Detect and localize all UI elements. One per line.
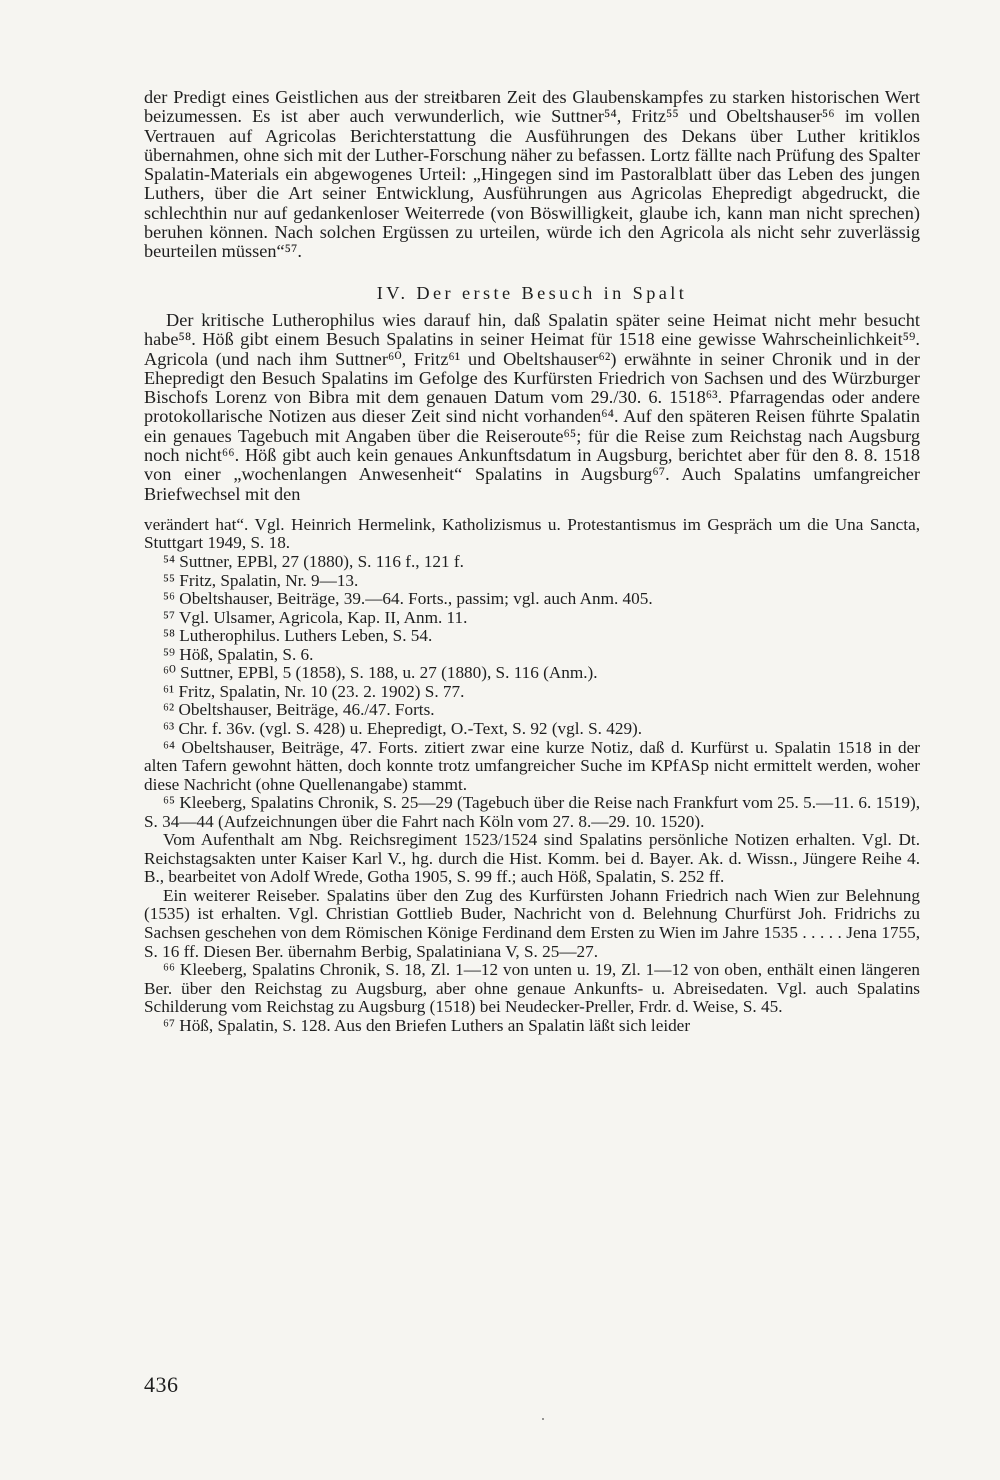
section-heading: IV. Der erste Besuch in Spalt [376,282,688,303]
footnote-65-paragraph-2: Vom Aufenthalt am Nbg. Reichsregiment 1523/1524 sind Spalatins persönliche Notizen erhalten. Vgl. Dt. Reichstagsakten unter Kaiser Karl V., hg. durch die Hist. Komm. bei d. Bayer. Ak. d. Wissn., Jüngere Reihe 4. B., bearbeitet von Adolf Wrede, Gotha 1905, S. 99 ff.; auch Höß, Spalatin, S. 252 ff. [144,830,920,887]
footnote-64: ⁶⁴ Obeltshauser, Beiträge, 47. Forts. zitiert zwar eine kurze Notiz, daß d. Kurfürst u. Spalatin 1518 in der alten Tafern gewohnt hätten, doch konnte trotz umfangreicher Suche im KPfASp nicht ermittelt werden, woher diese Nachricht (ohne Quellenangabe) stammt. [144,737,920,794]
footnote-67: ⁶⁷ Höß, Spalatin, S. 128. Aus den Briefen Luthers an Spalatin läßt sich leider [163,1015,691,1035]
footnote-55: ⁵⁵ Fritz, Spalatin, Nr. 9—13. [163,570,359,590]
footnote-58: ⁵⁸ Lutherophilus. Luthers Leben, S. 54. [163,626,433,646]
footnote-54: ⁵⁴ Suttner, EPBl, 27 (1880), S. 116 f., 121 f. [163,552,464,572]
footnote-65: ⁶⁵ Kleeberg, Spalatins Chronik, S. 25—29 (Tagebuch über die Reise nach Frankfurt vom 25. 5.—11. 6. 1519), S. 34—44 (Aufzeichnungen über die Fahrt nach Köln vom 27. 8.—29. 10. 1520). [144,793,920,831]
footnote-66: ⁶⁶ Kleeberg, Spalatins Chronik, S. 18, Zl. 1—12 von unten u. 19, Zl. 1—12 von oben, enthält einen längeren Ber. über den Reichstag zu Augsburg, aber ohne genaue Ankunfts- u. Abreisedaten. Vgl. auch Spalatins Schilderung vom Reichstag zu Augsburg (1518) bei Neudecker-Preller, Frdr. d. Weise, S. 45. [144,960,920,1017]
body-paragraph-2: Der kritische Lutherophilus wies darauf hin, daß Spalatin später seine Heimat nicht mehr besucht habe⁵⁸. Höß gibt einem Besuch Spalatins in seiner Heimat für 1518 eine gewisse Wahrscheinlichkeit⁵⁹. Agricola (und nach ihm Suttner⁶⁰, Fritz⁶¹ und Obeltshauser⁶²) erwähnte in seiner Chronik und in der Ehepredigt den Besuch Spalatins im Gefolge des Kurfürsten Friedrich von Sachsen und des Würzburger Bischofs Lorenz von Bibra mit dem genauen Datum vom 29./30. 6. 1518⁶³. Pfarragendas oder andere protokollarische Notizen aus dieser Zeit sind nicht vorhanden⁶⁴. Auf den späteren Reisen führte Spalatin ein genaues Tagebuch mit Angaben über die Reiseroute⁶⁵; für die Reise zum Reichstag nach Augsburg noch nicht⁶⁶. Höß gibt auch kein genaues Ankunftsdatum in Augsburg, berichtet aber für den 8. 8. 1518 von einer „wochenlangen Anwesenheit“ Spalatins in Augsburg⁶⁷. Auch Spalatins umfangreicher Briefwechsel mit den [144,309,920,504]
footnote-62: ⁶² Obeltshauser, Beiträge, 46./47. Forts. [163,700,435,720]
page-number: 436 [144,1372,179,1397]
footnote-65-paragraph-3: Ein weiterer Reiseber. Spalatins über den Zug des Kurfürsten Johann Friedrich nach Wien zur Belehnung (1535) ist erhalten. Vgl. Christian Gottlieb Buder, Nachricht von d. Belehnung Churfürst Joh. Fridrichs zu Sachsen geschehen von dem Römischen Könige Ferdinand dem Ersten zu Wien im Jahre 1535 . . . . . Jena 1755, S. 16 ff. Diesen Ber. übernahm Berbig, Spalatiniana V, S. 25—27. [144,885,920,961]
footnote-63: ⁶³ Chr. f. 36v. (vgl. S. 428) u. Ehepredigt, O.-Text, S. 92 (vgl. S. 429). [163,718,643,738]
footnote-61: ⁶¹ Fritz, Spalatin, Nr. 10 (23. 2. 1902) S. 77. [163,681,465,701]
footnotes [144,516,920,1035]
footnote-continuation: verändert hat“. Vgl. Heinrich Hermelink, Katholizismus u. Protestantismus im Gespräch um die Una Sancta, Stuttgart 1949, S. 18. [144,514,920,553]
footnote-57: ⁵⁷ Vgl. Ulsamer, Agricola, Kap. II, Anm. 11. [163,607,468,627]
footnote-59: ⁵⁹ Höß, Spalatin, S. 6. [163,644,314,664]
text-column [144,88,920,1035]
print-mark [542,1418,544,1420]
footnote-60: ⁶⁰ Suttner, EPBl, 5 (1858), S. 188, u. 27 (1880), S. 116 (Anm.). [163,663,598,683]
body-paragraph-1: der Predigt eines Geistlichen aus der streitbaren Zeit des Glaubenskampfes zu starken historischen Wert beizumessen. Es ist aber auch verwunderlich, wie Suttner⁵⁴, Fritz⁵⁵ und Obeltshauser⁵⁶ im vollen Vertrauen auf Agricolas Berichterstattung die Ausführungen des Dekans über Luther kritiklos übernahmen, ohne sich mit der Luther-Forschung näher zu befassen. Lortz fällte nach Prüfung des Spalter Spalatin-Materials ein abgewogenes Urteil: „Hingegen sind im Pastoralblatt über das Leben des jungen Luthers, über die Art seiner Entwicklung, Ausführungen aus Agricolas Ehepredigt abgedruckt, die schlechthin nur auf gedankenloser Weiterrede (von Böswilligkeit, glaube ich, kann man nicht sprechen) beruhen können. Nach solchen Ergüssen zu urteilen, würde ich den Agricola als nicht sehr zuverlässig beurteilen müssen“⁵⁷. [144,87,920,262]
footnote-56: ⁵⁶ Obeltshauser, Beiträge, 39.—64. Forts., passim; vgl. auch Anm. 405. [163,589,653,609]
